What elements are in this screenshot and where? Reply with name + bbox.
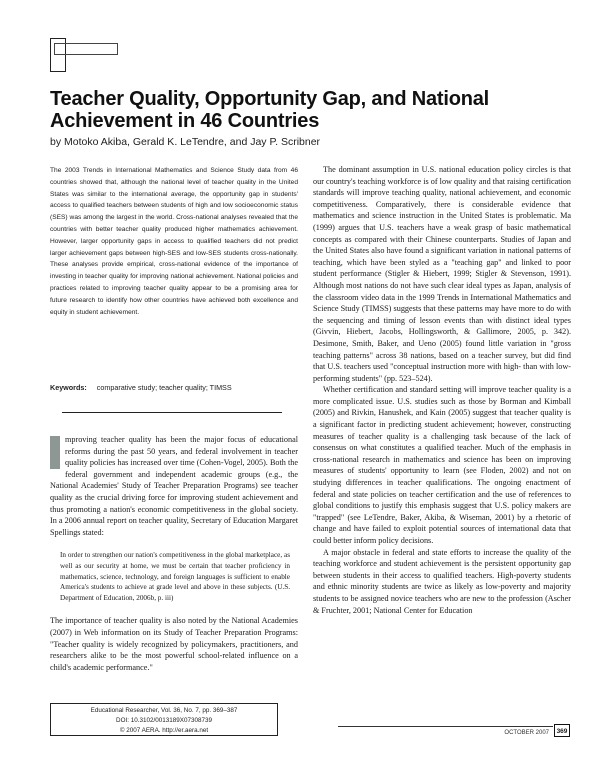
keywords-label: Keywords: [50,383,87,392]
paragraph-after-quote: The importance of teacher quality is also noted by the National Academies (2007) in Web information on its Study of Teacher Preparation Programs: "Teacher quality is widely recognized by policymakers, practitioners, and researchers alike to be the most powerful school-related influence on a child's academic performance." [50,616,298,672]
citation-doi: DOI: 10.3102/0013189X07308739 [116,717,212,724]
right-body-column [313,164,571,616]
citation-box [50,703,278,736]
section-divider [62,412,282,413]
paragraph-2: Whether certification and standard setting will improve teacher quality is a more complicated issue. U.S. studies such as those by Borman and Kimball (2005) and Rivkin, Hanushek, and Kain (2005) suggest that teacher quality is a significant factor in predicting student achievement; however, constructing measures of teacher quality is a challenging task because of the lack of consensus on what constitutes a qualified teacher. Much of the emphasis in cross-national research in mathematics and science has been on improving measures of students' opportunity to learn (see Floden, 2002) and not on studying differences in teacher qualifications. The ongoing enactment of federal and state policies on teacher certification and the use of references to global conditions to justify this emphasis suggest that U.S. policy makers are "trapped" (see LeTendre, Baker, Akiba, & Wiseman, 2001) by a rhetoric of change and have failed to exploit potential sources of international data that could better inform policy decisions. [313,385,571,545]
keywords [50,383,232,392]
paragraph-1: The dominant assumption in U.S. national education policy circles is that our country's teaching workforce is of low quality and that raising certification standards will improve teaching quality, national achievement, and economic competitiveness. Comparatively, there is considerable evidence that mathematics and science instruction in the United States is problematic. Ma (1999) argues that U.S. teachers have a weak grasp of basic mathematical concepts as compared with their Chinese counterparts. Studies of Japan and the United States also have found a significant variation in national patterns of teaching, which have been styled as a "teaching gap" and linked to poor student performance (Stigler & Hiebert, 1999; Stigler & Stevenson, 1991). Although most nations do not have such clear ideal types as Japan, analysis of the classroom video data in the 1999 Trends in International Mathematics and Science Study (TIMSS) suggests that these patterns may have more to do with the sequencing and timing of lesson events than with distinct ideal types (Givvin, Hiebert, Jacobs, Hollingsworth, & Gallimore, 2005, p. 342). Desimone, Smith, Baker, and Ueno (2005) found little variation in "gross teaching patterns" across 38 nations, based on a teacher survey, but did find that U.S. teachers used "conceptual instruction more with high- than with low-performing students" (pp. 523–524). [313,165,571,383]
paragraph-3: A major obstacle in federal and state efforts to increase the quality of the teaching workforce and student achievement is the persistent opportunity gap between students in their access to qualified teachers. High-poverty students and ethnic minority students are twice as likely as low-poverty and majority students to be assigned novice teachers who are new to the profession (Ascher & Fruchter, 2001; National Center for Education [313,547,571,615]
article-title: Teacher Quality, Opportunity Gap, and National Achievement in 46 Countries [50,88,490,132]
logo-horizontal-bar [54,43,118,55]
citation-copyright: © 2007 AERA. http://er.aera.net [119,727,209,734]
intro-paragraph [50,434,298,538]
keywords-value: comparative study; teacher quality; TIMSS [96,383,232,392]
page-number: 369 [554,724,570,737]
journal-logo [50,38,120,74]
citation-journal: Educational Researcher, Vol. 36, No. 7, pp. 369–387 [90,707,238,714]
drop-cap-i [50,436,60,469]
issue-date: OCTOBER 2007 [338,726,553,738]
article-authors: by Motoko Akiba, Gerald K. LeTendre, and Jay P. Scribner [50,136,321,148]
left-body-column [50,434,298,673]
intro-text: mproving teacher quality has been the major focus of educational reforms during the past 50 years, and federal involvement in teacher quality policies has increased over time (Cohen-Vogel, 2005). Both the federal government and independent academic groups (e.g., the National Academies' Study of Teacher Preparation Programs) see teacher quality as the crucial driving force for improving student achievement and thus promoting a nation's economic competitiveness in the global society. In a 2006 annual report on teacher quality, Secretary of Education Margaret Spellings stated: [50,435,298,537]
block-quote: In order to strengthen our nation's competitiveness in the global marketplace, as well as our security at home, we must be certain that teacher proficiency in mathematics, science, technology, and foreign languages is sufficient to enable America's students to achieve at grade level and above in these subjects. (U.S. Department of Education, 2006b, p. iii) [60,551,290,602]
abstract: The 2003 Trends in International Mathematics and Science Study data from 46 countries showed that, although the national level of teacher quality in the United States was similar to the international average, the opportunity gap in students' access to qualified teachers between students of high and low socioeconomic status (SES) was among the largest in the world. Cross-national analyses revealed that the countries with better teacher quality produced higher mathematics achievement. However, larger opportunity gaps in access to qualified teachers did not predict larger achievement gaps between high-SES and low-SES students cross-nationally. These analyses provide empirical, cross-national evidence of the importance of investing in teacher quality for improving national achievement. National policies and practices related to improving teacher quality appear to be a promising area for future research to identify how other countries have achieved both excellence and equity in student achievement. [50,167,298,316]
